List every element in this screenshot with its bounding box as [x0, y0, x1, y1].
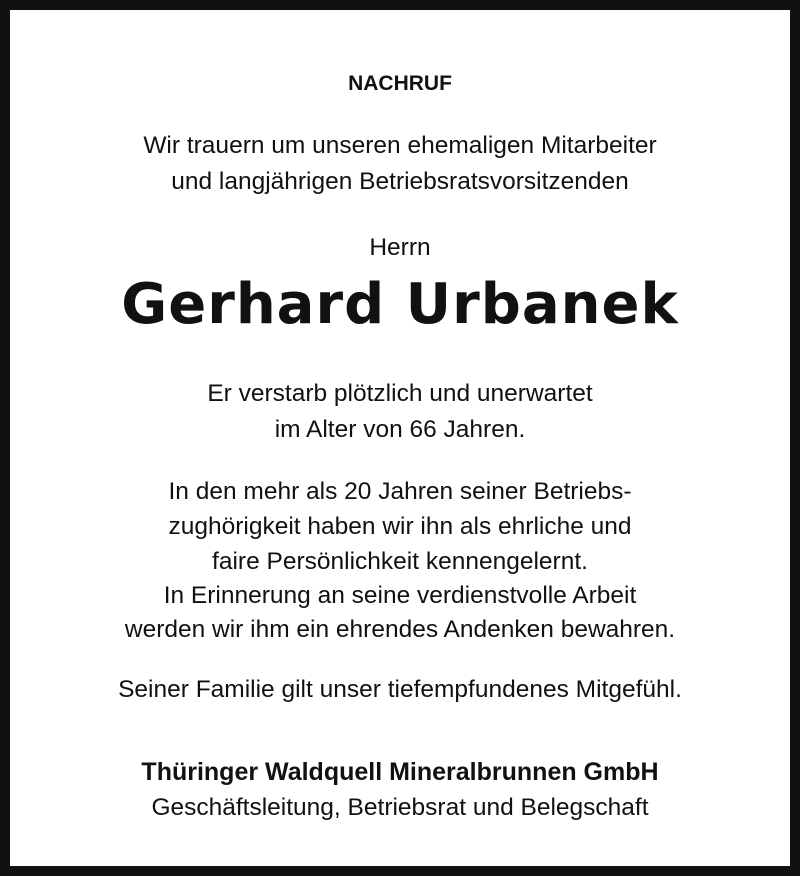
- tribute-line-5: werden wir ihm ein ehrendes Andenken bewahren.: [124, 616, 676, 643]
- intro-line-2: und langjährigen Betriebsratsvorsitzenden: [171, 168, 629, 195]
- company-name: Thüringer Waldquell Mineralbrunnen GmbH: [141, 758, 659, 786]
- tribute-line-3: faire Persönlichkeit kennengelernt.: [212, 548, 588, 575]
- intro-line-1: Wir trauern um unseren ehemaligen Mitarbeiter: [143, 132, 657, 159]
- notice-heading: NACHRUF: [348, 72, 452, 95]
- deceased-name: Gerhard Urbanek: [121, 272, 679, 337]
- tribute-line-4: In Erinnerung an seine verdienstvolle Arbeit: [163, 582, 637, 609]
- death-line-2: im Alter von 66 Jahren.: [274, 416, 526, 443]
- signatories-line: Geschäftsleitung, Betriebsrat und Belegschaft: [151, 794, 649, 821]
- tribute-line-1: In den mehr als 20 Jahren seiner Betriebs-: [168, 478, 632, 505]
- condolence-line: Seiner Familie gilt unser tiefempfundenes Mitgefühl.: [118, 676, 682, 703]
- death-line-1: Er verstarb plötzlich und unerwartet: [207, 380, 593, 407]
- salutation: Herrn: [369, 234, 431, 261]
- tribute-line-2: zughörigkeit haben wir ihn als ehrliche und: [168, 513, 632, 540]
